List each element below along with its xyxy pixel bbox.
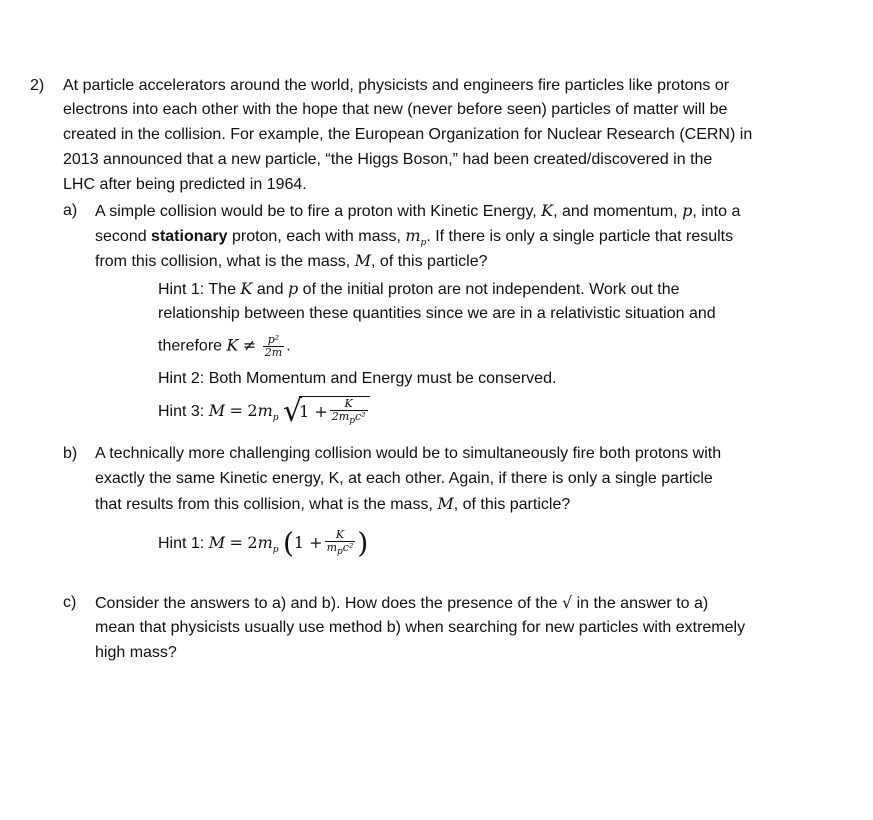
sqrt-symbol-icon: √ [561, 593, 573, 612]
part-b-line-3: that results from this collision, what is the mass, M, of this particle? [95, 494, 571, 513]
intro-line-2: electrons into each other with the hope that new (never before seen) particles of matter will be [63, 101, 728, 118]
sqrt-icon: √ [282, 393, 303, 429]
part-a-line-2: second stationary proton, each with mass, $m_p$. If there is only a single particle that results [95, 226, 734, 249]
part-a-hint-1-line-1: Hint 1: The K and p of the initial proton are not independent. Work out the [158, 279, 680, 298]
part-a-hint-3: Hint 3: $M = 2m_p$ √1 + $\frac{K}{2m_pc^2}$ [158, 396, 370, 428]
square-root-expression: √1 + $\frac{K}{2m_pc^2}$ [283, 396, 370, 427]
part-b-line-1: A technically more challenging collision would be to simultaneously fire both protons with [95, 445, 722, 462]
problem-number: 2) [30, 77, 45, 94]
part-a-hint-2: Hint 2: Both Momentum and Energy must be conserved. [158, 370, 557, 387]
part-a-label: a) [63, 202, 78, 219]
part-c-line-3: high mass? [95, 644, 177, 661]
part-a-hint-1-line-3: therefore K ≠ $\frac{\text{p²}}{2m}$ . [158, 333, 291, 359]
part-c-line-1: Consider the answers to a) and b). How does the presence of the √ in the answer to a) [95, 593, 709, 612]
part-a-line-3: from this collision, what is the mass, M, of this particle? [95, 251, 488, 270]
intro-line-1: At particle accelerators around the world, physicists and engineers fire particles like protons or [63, 77, 730, 94]
intro-line-3: created in the collision. For example, the European Organization for Nuclear Research (CERN) in [63, 126, 753, 143]
part-b-line-2: exactly the same Kinetic energy, K, at each other. Again, if there is only a single particle [95, 470, 713, 487]
part-c-label: c) [63, 594, 77, 611]
part-a-line-1: A simple collision would be to fire a proton with Kinetic Energy, K, and momentum, p, into a [95, 201, 741, 220]
part-a-hint-1-line-2: relationship between these quantities since we are in a relativistic situation and [158, 305, 716, 322]
intro-line-4: 2013 announced that a new particle, “the Higgs Boson,” had been created/discovered in the [63, 151, 713, 168]
part-c-line-2: mean that physicists usually use method b) when searching for new particles with extremely [95, 619, 746, 636]
p-squared-over-2m-fraction: $\frac{\text{p²}}{2m}$ [264, 333, 283, 359]
intro-line-5: LHC after being predicted in 1964. [63, 176, 307, 193]
part-b-hint-1: Hint 1: $M = 2m_p$ (1 + $\frac{K}{m_pc^2}$ ) [158, 526, 369, 560]
part-b-label: b) [63, 445, 78, 462]
